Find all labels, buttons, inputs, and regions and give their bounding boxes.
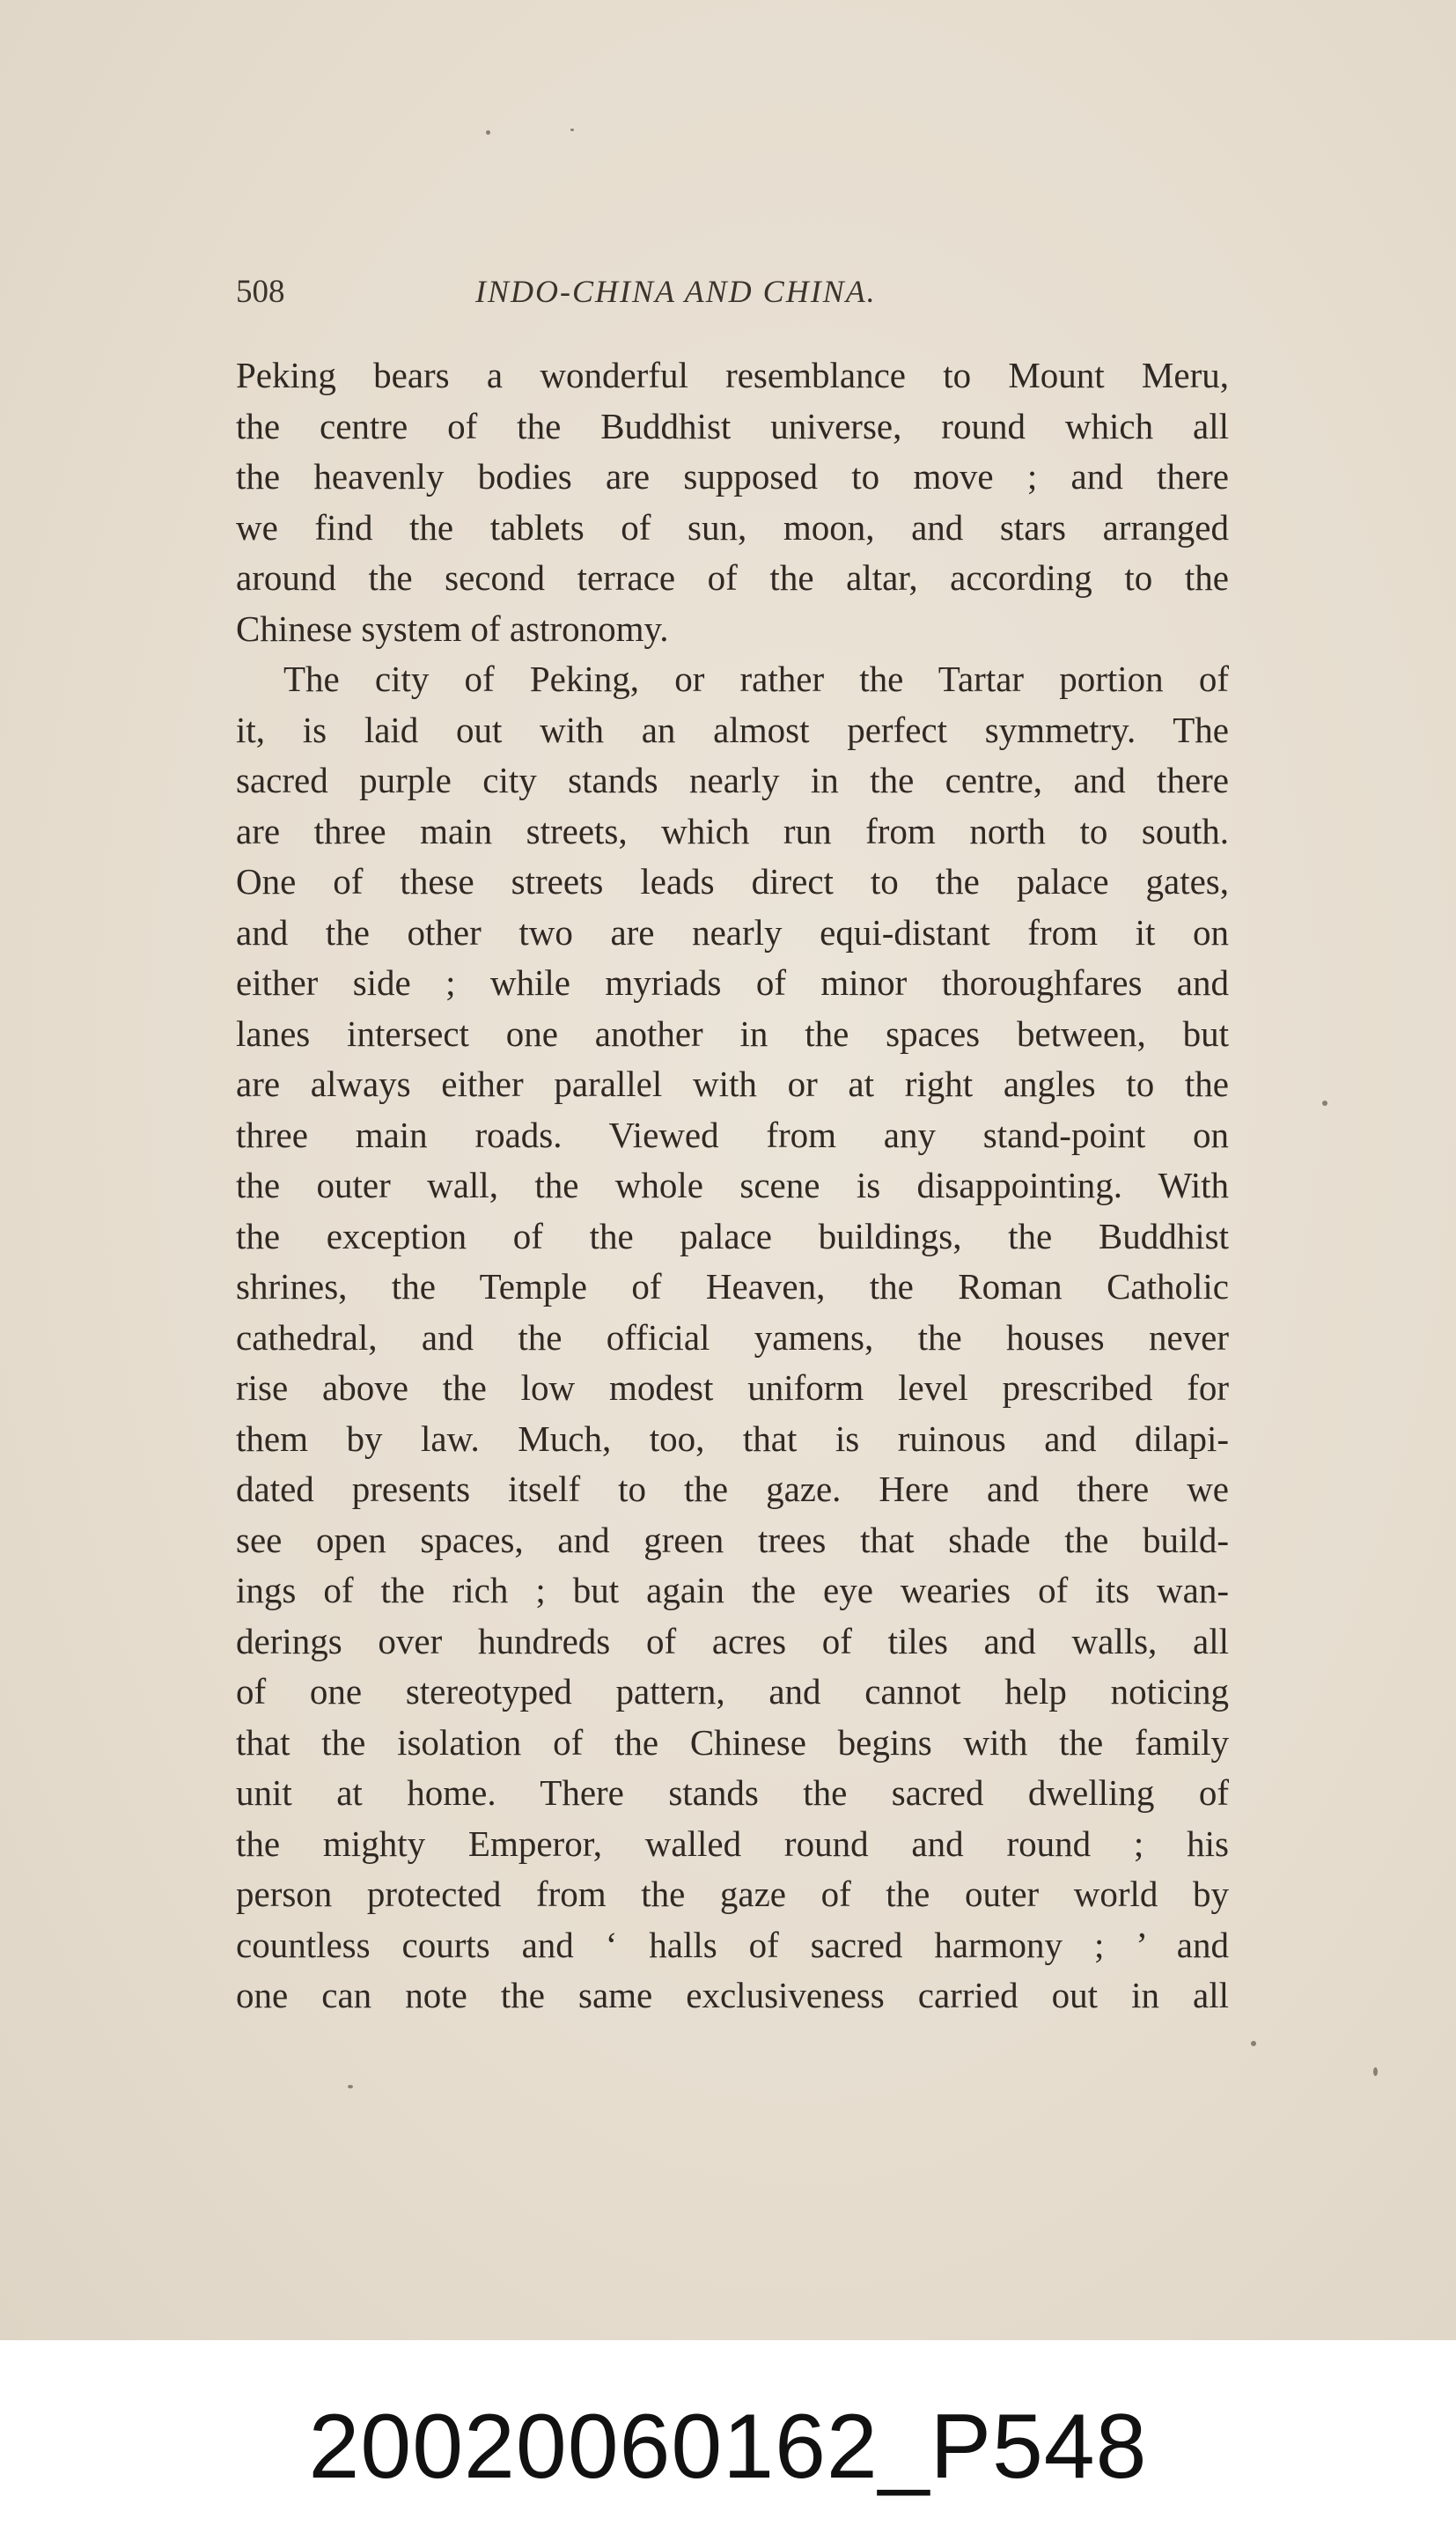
text-line: see open spaces, and green trees that shade the build- bbox=[236, 1519, 1229, 1560]
text-line: ings of the rich ; but again the eye wearies of its wan- bbox=[236, 1570, 1229, 1610]
text-line: it, is laid out with an almost perfect symmetry. The bbox=[236, 709, 1229, 750]
text-line: The city of Peking, or rather the Tartar portion of bbox=[283, 659, 1229, 699]
paper-speck bbox=[486, 130, 490, 135]
text-line: are always either parallel with or at right angles to the bbox=[236, 1064, 1229, 1104]
text-line: that the isolation of the Chinese begins with the family bbox=[236, 1721, 1229, 1763]
text-line: are three main streets, which run from north to south. bbox=[236, 810, 1229, 851]
text-line: one can note the same exclusiveness carried out in all bbox=[236, 1975, 1229, 2015]
text-line: person protected from the gaze of the outer world by bbox=[236, 1874, 1229, 1914]
text-line: either side ; while myriads of minor thoroughfares and bbox=[236, 962, 1229, 1003]
paper-speck bbox=[1322, 1101, 1327, 1106]
text-line: Peking bears a wonderful resemblance to Mount Meru, bbox=[236, 355, 1229, 395]
running-head: INDO-CHINA AND CHINA. bbox=[475, 274, 877, 309]
text-line: countless courts and ‘ halls of sacred harmony ; ’ and bbox=[236, 1924, 1229, 1965]
body-text bbox=[236, 350, 1229, 2021]
scan-label: 20020060162_P548 bbox=[308, 2396, 1148, 2498]
text-line: around the second terrace of the altar, according to the bbox=[236, 557, 1229, 598]
text-line: derings over hundreds of acres of tiles and walls, all bbox=[236, 1620, 1229, 1661]
page-header bbox=[236, 273, 1229, 317]
paragraph bbox=[236, 350, 1229, 654]
text-line: shrines, the Temple of Heaven, the Roman Catholic bbox=[236, 1266, 1229, 1307]
text-line: cathedral, and the official yamens, the houses never bbox=[236, 1316, 1229, 1358]
text-line: rise above the low modest uniform level prescribed for bbox=[236, 1367, 1229, 1408]
text-line: the exception of the palace buildings, the Buddhist bbox=[236, 1215, 1229, 1256]
page-number: 508 bbox=[236, 274, 285, 310]
text-line: and the other two are nearly equi-distant from it on bbox=[236, 911, 1229, 953]
paragraph bbox=[236, 654, 1229, 2021]
text-line: the outer wall, the whole scene is disappointing. With bbox=[236, 1165, 1229, 1205]
text-line: them by law. Much, too, that is ruinous and dilapi- bbox=[236, 1418, 1229, 1459]
text-line: three main roads. Viewed from any stand-point on bbox=[236, 1114, 1229, 1155]
text-line: we find the tablets of sun, moon, and stars arranged bbox=[236, 506, 1229, 548]
text-line: One of these streets leads direct to the palace gates, bbox=[236, 861, 1229, 902]
scan-label-area bbox=[0, 2340, 1456, 2548]
paper-speck bbox=[570, 129, 574, 131]
text-line: of one stereotyped pattern, and cannot help noticing bbox=[236, 1671, 1229, 1712]
text-line: dated presents itself to the gaze. Here and there we bbox=[236, 1469, 1229, 1509]
paper-speck bbox=[348, 2085, 353, 2088]
paper-speck bbox=[1373, 2067, 1378, 2076]
text-line: the mighty Emperor, walled round and round ; his bbox=[236, 1823, 1229, 1864]
text-line: lanes intersect one another in the spaces between, but bbox=[236, 1013, 1229, 1054]
text-line: the centre of the Buddhist universe, round which all bbox=[236, 405, 1229, 446]
paper-speck bbox=[1251, 2041, 1256, 2046]
text-line: unit at home. There stands the sacred dwelling of bbox=[236, 1772, 1229, 1813]
text-line: the heavenly bodies are supposed to move ; and there bbox=[236, 456, 1229, 497]
text-line: sacred purple city stands nearly in the centre, and there bbox=[236, 760, 1229, 800]
text-line: Chinese system of astronomy. bbox=[236, 608, 669, 649]
